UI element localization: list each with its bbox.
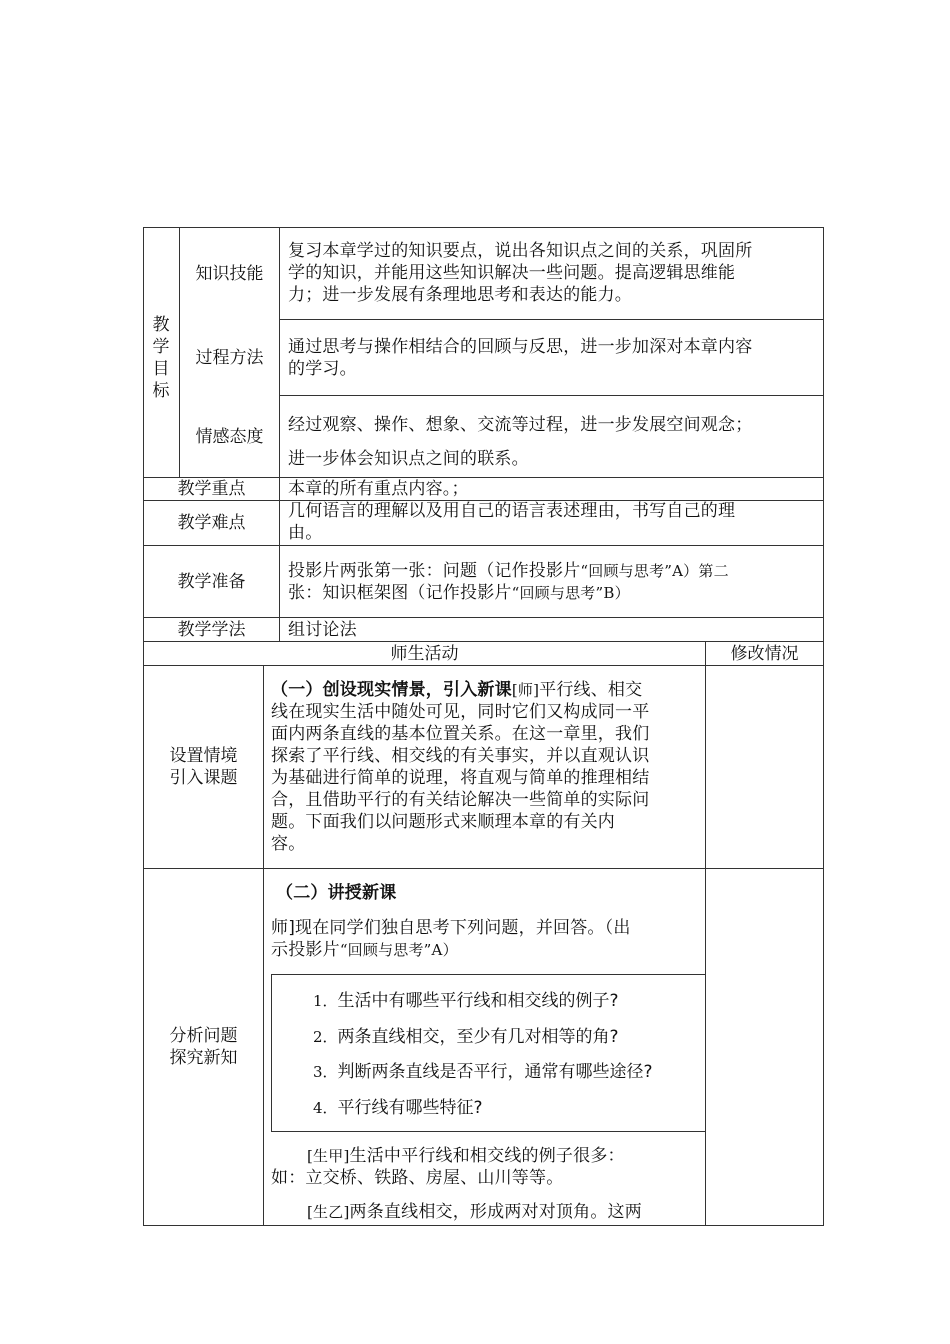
content-line: 进一步体会知识点之间的联系。 xyxy=(288,449,529,469)
content-line: 探索了平行线、相交线的有关事实，并以直观认识 xyxy=(271,746,650,766)
content-line xyxy=(271,939,631,961)
content-line xyxy=(271,1145,642,1167)
section1-label xyxy=(144,666,263,868)
question-text: 平行线有哪些特征? xyxy=(337,1098,483,1118)
question-number: 3． xyxy=(313,1063,338,1081)
section2-label xyxy=(144,869,263,1225)
content-text: “回顾与思考”B） xyxy=(511,584,630,602)
preparation-label: 教学准备 xyxy=(177,571,246,592)
preparation-content xyxy=(288,560,729,604)
label-line: 探究新知 xyxy=(169,1048,238,1068)
objectives-header-char: 学 xyxy=(152,337,170,357)
difficulty-content xyxy=(288,500,735,544)
objective-label-attitude: 情感态度 xyxy=(195,426,264,447)
content-line: 面内两条直线的基本位置关系。在这一章里，我们 xyxy=(271,724,650,744)
objective-label-process: 过程方法 xyxy=(195,347,264,368)
question-number: 2． xyxy=(313,1028,338,1046)
content-line xyxy=(288,560,729,582)
label-line: 设置情境 xyxy=(169,746,238,766)
content-text: “回顾与思考”A） xyxy=(339,941,458,959)
difficulty-label: 教学难点 xyxy=(177,513,246,533)
objective-content-knowledge xyxy=(288,240,752,306)
content-line: 复习本章学过的知识要点，说出各知识点之间的关系，巩固所 xyxy=(288,241,753,261)
content-text: 投影片两张第一张：问题（记作投影片 xyxy=(288,561,581,581)
content-line: 容。 xyxy=(271,834,306,854)
question-number: 4． xyxy=(313,1099,338,1117)
content-line: 合，且借助平行的有关结论解决一些简单的实际问 xyxy=(271,790,650,810)
objectives-header-char: 教 xyxy=(152,315,170,335)
activities-header: 师生活动 xyxy=(390,643,459,664)
method-content: 组讨论法 xyxy=(288,620,357,640)
objectives-header xyxy=(150,314,172,402)
section2-heading: （二）讲授新课 xyxy=(276,883,397,903)
question-text: 判断两条直线是否平行，通常有哪些途径? xyxy=(337,1062,653,1082)
content-line: 题。下面我们以问题形式来顺理本章的有关内 xyxy=(271,812,615,832)
speaker-tag: [生乙] xyxy=(307,1203,350,1221)
content-text: 平行线、相交 xyxy=(539,680,643,700)
method-label: 教学学法 xyxy=(177,619,246,640)
content-text: 两条直线相交，形成两对对顶角。这两 xyxy=(349,1202,642,1222)
content-line: 为基础进行简单的说理，将直观与简单的推理相结 xyxy=(271,768,650,788)
content-text: 张：知识框架图（记作投影片 xyxy=(288,583,512,603)
label-line: 引入课题 xyxy=(169,768,238,788)
speaker-tag: [师] xyxy=(511,681,540,699)
question-item xyxy=(313,990,619,1012)
label-line: 分析问题 xyxy=(169,1026,238,1046)
content-line: 由。 xyxy=(288,523,323,543)
content-line xyxy=(288,582,729,604)
content-line: 通过思考与操作相结合的回顾与反思，进一步加深对本章内容 xyxy=(288,337,753,357)
section1-heading: （一）创设现实情景，引入新课 xyxy=(271,680,512,700)
content-line xyxy=(271,679,649,701)
speaker-tag: [生甲] xyxy=(307,1147,350,1165)
section2-intro xyxy=(271,917,631,961)
revision-header: 修改情况 xyxy=(730,643,799,664)
objective-content-process xyxy=(288,336,752,380)
content-line: 力；进一步发展有条理地思考和表达的能力。 xyxy=(288,285,632,305)
question-text: 两条直线相交，至少有几对相等的角? xyxy=(337,1027,619,1047)
objective-content-attitude xyxy=(288,408,752,476)
content-line: 的学习。 xyxy=(288,359,357,379)
objective-label-knowledge: 知识技能 xyxy=(195,263,264,284)
question-text: 生活中有哪些平行线和相交线的例子? xyxy=(337,991,619,1011)
objectives-header-char: 标 xyxy=(152,381,170,401)
content-text: 生活中平行线和相交线的例子很多： xyxy=(349,1146,625,1166)
content-line: 几何语言的理解以及用自己的语言表述理由，书写自己的理 xyxy=(288,501,736,521)
content-line: 线在现实生活中随处可见，同时它们又构成同一平 xyxy=(271,702,650,722)
content-line: 经过观察、操作、想象、交流等过程，进一步发展空间观念； xyxy=(288,415,753,435)
student-answers xyxy=(271,1145,642,1223)
section1-content xyxy=(271,679,649,855)
question-item xyxy=(313,1097,483,1119)
content-line xyxy=(271,1201,642,1223)
key-point-label: 教学重点 xyxy=(177,479,246,499)
content-line: 如：立交桥、铁路、房屋、山川等等。 xyxy=(271,1168,564,1188)
content-text: 示投影片 xyxy=(271,940,340,960)
question-item xyxy=(313,1026,619,1048)
key-point-content: 本章的所有重点内容。； xyxy=(288,479,469,499)
question-item xyxy=(313,1061,653,1083)
content-line: 学的知识，并能用这些知识解决一些问题。提高逻辑思维能 xyxy=(288,263,736,283)
content-text: “回顾与思考”A）第二 xyxy=(580,562,729,580)
objectives-header-char: 目 xyxy=(152,359,170,379)
question-number: 1． xyxy=(313,992,338,1010)
content-line: 师]现在同学们独自思考下列问题，并回答。（出 xyxy=(271,918,631,938)
